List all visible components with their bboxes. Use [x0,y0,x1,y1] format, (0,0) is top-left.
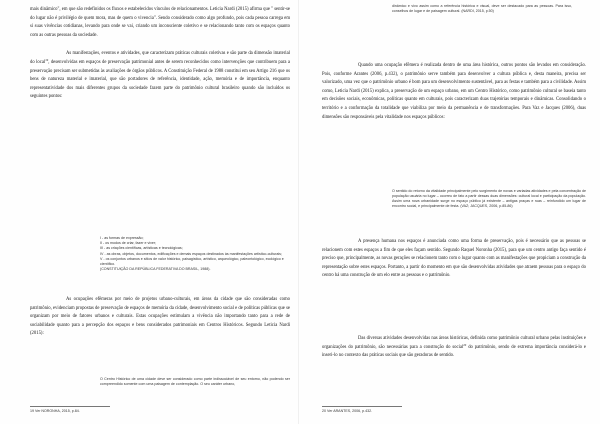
quote-text: O Centro Histórico de uma cidade deve ser considerado como parte indissociável de seu entorno, não podendo ser compreendido somente com uma paisagem de contemplação. O seu caráter urbano, [100,377,290,386]
paragraph-ocupacao-efemera: Quando uma ocupação efêmera é realizada dentro de uma área histórica, outros pontos são levados em consideração. Pois, conforme Arantes (2006, p.432), o patrimônio serve também para desenvolver a cultura pública e, desta maneira, precisa ser valorizado, uma vez que o patrimônio urbano é bom para um desenvolvimento sustentável, para as festas e também para a civilidade. Assim como, Leticia Nardi (2015) explica, a preservação de um espaço urbano, em um Centro Histórico, como patrimônio cultural se baseia tanto em decisões sociais, econômicas, políticas quanto em culturais, pois caracterizam duas trajetórias temporais e dinâmicas. Consolidando o território e a conformação da totalidade que viabiliza por meio da permanência e de transformações. Para Vaz e Jacques (2006), duas dimensões são responsáveis pela vitalidade nos espaços públicos: [322,63,586,120]
constitution-list [100,236,290,272]
right-page [306,0,590,424]
list-item: III - as criações científicas, artísticas e tecnológicas; [100,246,183,251]
footnote-ref-19[interactable]: 19 [45,57,49,62]
footnote-ref-20[interactable]: 20 [463,342,467,347]
quote-nardi-start [100,377,290,387]
paragraph-ocupacoes: As ocupações efêmeras por meio de projetos urbano-culturais, em áreas da cidade que são consideradas como patrimônio, evidenciam propostas de preservação de espaços de memória da cidade, desenvolvimento social e de políticas públicas que se organizam por meio de fatores urbanos e culturais. Estas ocupações estimulam a vivência não importando tanto para a rede de sociabilidade quanto para a percepção dos espaços e bens considerados patrimoniais em Centros Históricos. Segundo Leticia Nardi (2015): [30,297,290,337]
quote-nardi-end [392,4,572,14]
list-item: I - as formas de expressão; [100,236,144,240]
quote-text: O sentido do retorno da vitalidade principalmente pelo surgimento de novas e variadas atividades e pela concentração de população usuária no lugar – ocorreu de fato a partir dessas duas dimensões: cultural local e participação da população. Assim uma nova urbanidade surge no espaço público já existente – antigas praças e ruas – reinfundido um lugar de encontro social, e principalmente de festa. (VAZ; JACQUES, 2006, p.85-86) [392,189,586,208]
left-body-bottom [30,296,290,339]
constitution-items [100,236,290,272]
list-item: II - os modos de criar, fazer e viver; [100,241,157,246]
left-body-top [30,6,290,102]
paragraph-presenca-humana: A presença humana nos espaços é anunciada como uma forma de preservação, pois é necessário que as pessoas se relacionem com estes espaços a fim de que eles façam sentido. Segundo Raquel Noronha (2015), para que um centro antigo faça sentido é preciso que, principalmente, as novas gerações se relacionem tanto com o lugar quanto com as manifestações que propiciam a construção da representação sobre estes espaços. Portanto, a partir do momento em que são desenvolvidas atividades que atraem pessoas para o espaço do centro há uma construção de um elo entre as pessoas e o patrimônio. [322,239,586,279]
quote-text: dinâmico e vivo assim como a referência histórica e visual, deve ser destacado para as pessoas. Para isso, conselhos de lugar e de paisagem cultural. (NARDI, 2015, p.50) [392,4,572,13]
footnote-20: 20 Ver ARANTES, 2006, p.432. [322,409,373,413]
list-item: IV - as obras, objetos, documentos, edificações e demais espaços destinados às manifestações artístico-culturais; [100,251,282,256]
paragraph-manifestacoes-a: As manifestações, eventos e atividades, que caracterizam práticas culturais coletivas e são parte da dimensão imaterial do local [30,51,290,65]
right-body-top [322,62,586,122]
right-body-mid [322,238,586,281]
list-item: V - os conjuntos urbanos e sítios de valor histórico, paisagístico, artístico, arqueológico, paleontológico, ecológico e científico. [100,256,284,267]
footnote-rule [30,406,110,407]
paragraph-atividades-a: Das diversas atividades desenvolvidas nas áreas históricas, definida como patrimônio cultural urbano pelas instituições e organizações do patrimônio, são necessárias para a construção do social [322,336,586,350]
paragraph-atividades [322,335,586,361]
footnote-19: 19 Ver NORONHA, 2015, p.84. [30,409,80,413]
paragraph-manifestacoes [30,50,290,102]
paragraph-lugar: mais dinâmico", em que são redefinidos os fluxos e estabelecidos vínculos de relacionamentos. Leticia Nardi (2015) afirma que " sentir-se do lugar não é privilégio de quem mora, mas de quem o vivencia". Sendo considerado como algo profundo, pois cada pessoa carrega em si suas vivências cotidianas, levando para onde se vai, criando um inconsciente coletivo e se relacionando tanto com os espaços quanto com as outras pessoas da sociedade. [30,7,290,38]
list-item: (CONSTITUIÇÃO DA REPÚBLICA FEDERATIVA DO BRASIL, 1988). [100,267,211,272]
left-page [10,0,294,424]
left-footnote-area [30,406,290,414]
footnote-rule [322,406,402,407]
page-gutter [298,0,299,424]
quote-vaz-jacques [392,189,586,209]
right-footnote-area [322,406,586,414]
paragraph-atividades-b: do patrimônio, sendo de extrema importância considerá-lo e inseri-lo no contexto das práticas sociais que são geradoras de sentido. [322,344,586,359]
right-body-bottom [322,335,586,361]
paragraph-manifestacoes-b: , desenvolvidas em espaços de preservação patrimonial antes de serem reconhecidos como intervenções que contribuem para a preservação precisam ser submetidas às avaliações de órgãos públicos. A Constituição Federal de 1988 constitui em seu Artigo 216 que os bens de natureza material e imaterial, que são portadores de referência, identidade, ação, memória e de importância, enquanto representatividade dos mais diferentes grupos da sociedade fazem parte do patrimônio cultural brasileiro quando são incluídos os seguintes pontos: [30,59,290,100]
